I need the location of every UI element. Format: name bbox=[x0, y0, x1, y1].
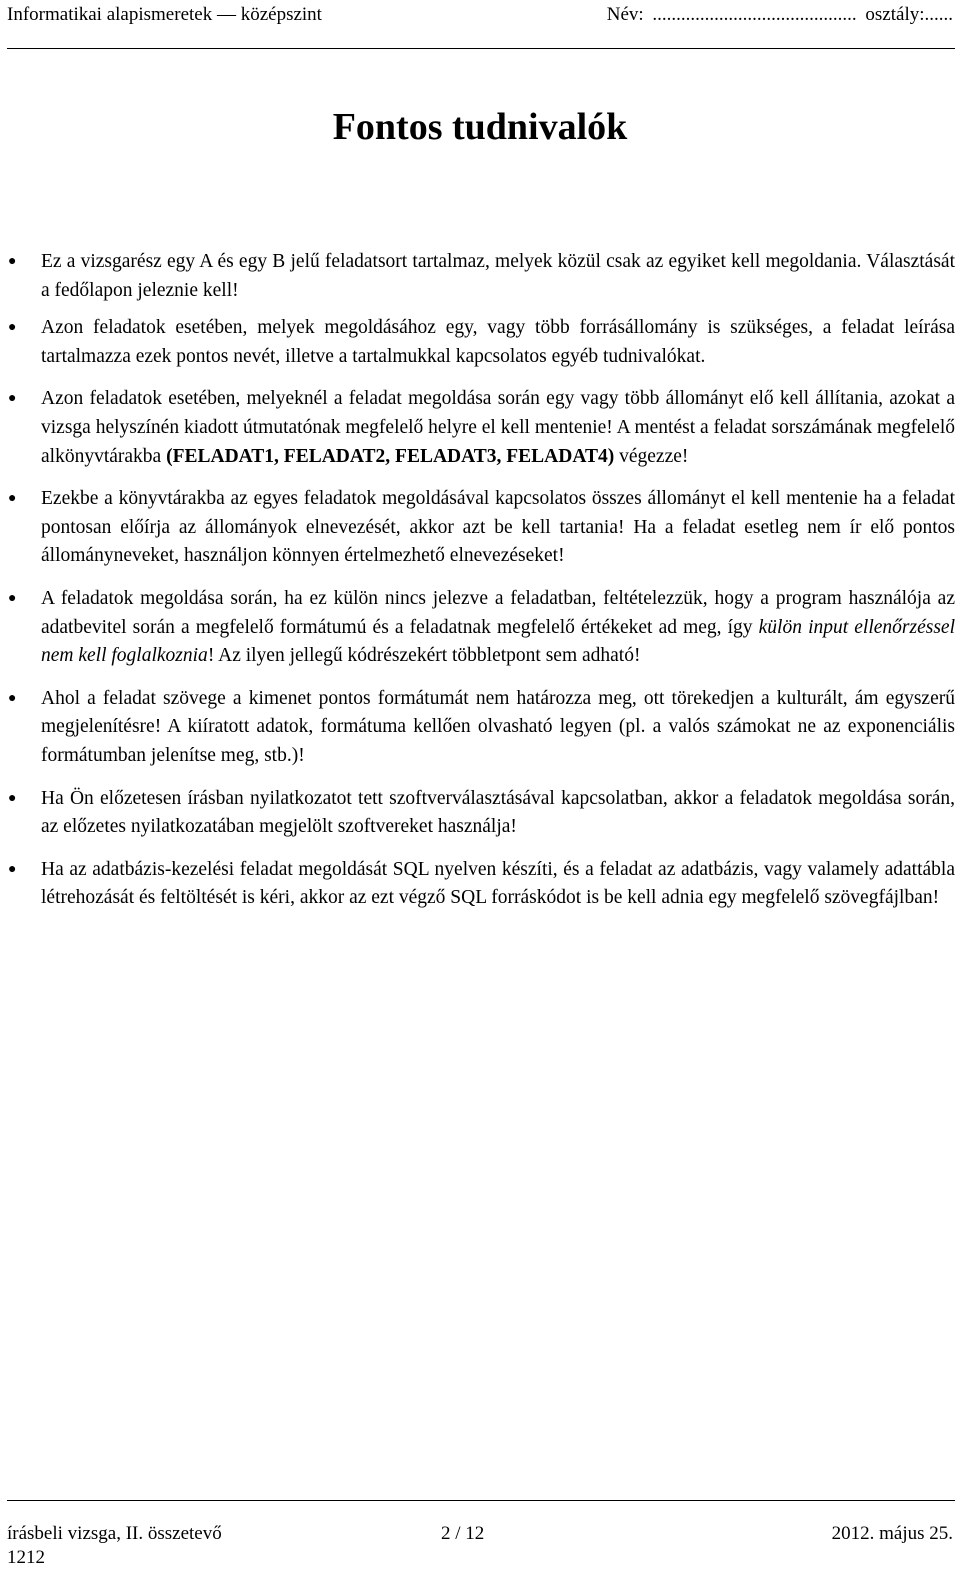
list-item bbox=[0, 585, 955, 671]
note-folders-bold: (FELADAT1, FELADAT2, FELADAT3, FELADAT4) bbox=[166, 445, 615, 467]
note-text: Ha Ön előzetesen írásban nyilatkozatot tett szoftverválasztásával kapcsolatban, akkor a feladatok megoldása során, az előzetes nyilatkozatában megjelölt szoftvereket használja! bbox=[41, 787, 955, 838]
bullet-icon bbox=[8, 385, 28, 414]
header-subject: Informatikai alapismeretek — középszint bbox=[7, 4, 322, 25]
note-text-end: végezze! bbox=[614, 445, 689, 467]
note-text-end: ! Az ilyen jellegű kódrészekért többletpont sem adható! bbox=[207, 645, 641, 667]
bullet-icon bbox=[8, 248, 28, 277]
note-emphasis: külön input ellenőrzéssel nem kell foglalkoznia bbox=[41, 616, 955, 667]
note-text: A feladatok megoldása során, ha ez külön nincs jelezve a feladatban, feltételezzük, hogy a program használója az adatbevitel során a megfelelő formátumú és a feladatnak megfelelő értékeket ad meg, így bbox=[41, 587, 955, 638]
page-header bbox=[7, 0, 955, 49]
bullet-icon bbox=[8, 485, 28, 514]
list-item bbox=[0, 856, 955, 913]
list-item bbox=[0, 685, 955, 771]
bullet-icon bbox=[8, 685, 28, 714]
note-text: Ez a vizsgarész egy A és egy B jelű feladatsort tartalmaz, melyek közül csak az egyiket kell megoldania. Választását a fedőlapon jeleznie kell! bbox=[41, 251, 955, 301]
page-title: Fontos tudnivalók bbox=[332, 106, 628, 148]
list-item bbox=[0, 485, 955, 571]
bullet-icon bbox=[8, 585, 28, 614]
footer-page-number: 2 / 12 bbox=[441, 1523, 485, 1544]
footer-rule bbox=[7, 1500, 955, 1501]
bullet-icon bbox=[8, 785, 28, 814]
page-footer bbox=[7, 1500, 955, 1577]
list-item bbox=[0, 785, 955, 842]
bullet-icon bbox=[8, 314, 28, 343]
note-text: Azon feladatok esetében, melyek megoldásához egy, vagy több forrásállomány is szükséges, a feladat leírása tartalmazza ezek pontos nevét, illetve a tartalmukkal kapcsolatos egyéb tudnivalókat. bbox=[41, 317, 955, 367]
list-item bbox=[0, 385, 955, 471]
note-text: Ahol a feladat szövege a kimenet pontos formátumát nem határozza meg, ott törekedjen a kulturált, ám egyszerű megjelenítésre! A kiíratott adatok, formátuma kellően olvasható legyen (pl. a valós számokat ne az exponenciális formátumban jelenítse meg, stb.)! bbox=[41, 687, 955, 766]
list-item bbox=[0, 314, 955, 371]
list-item bbox=[0, 248, 955, 305]
note-text: Ezekbe a könyvtárakba az egyes feladatok megoldásával kapcsolatos összes állományt el kell mentenie ha a feladat pontosan előírja az állományok elnevezését, akkor azt be kell tartania! Ha a feladat esetleg nem ír elő pontos állományneveket, használjon könnyen értelmezhető elnevezéseket! bbox=[41, 488, 955, 567]
bullet-icon bbox=[8, 856, 28, 885]
footer-code: 1212 bbox=[7, 1547, 45, 1568]
note-text: Azon feladatok esetében, melyeknél a feladat megoldása során egy vagy több állományt elő kell állítania, azokat a vizsga helyszínén kiadott útmutatónak megfelelő helyre el kell mentenie! A mentést a feladat sorszámának megfelelő alkönyvtárakba bbox=[41, 388, 956, 467]
header-name-class-field: Név: ........................................... osztály:...... bbox=[606, 4, 953, 25]
note-text: Ha az adatbázis-kezelési feladat megoldását SQL nyelven készíti, és a feladat az adatbázis, vagy valamely adattábla létrehozását és feltöltését is kéri, akkor az ezt végző SQL forráskódot is be kell adnia egy megfelelő szövegfájlban! bbox=[41, 858, 955, 909]
header-rule bbox=[7, 48, 955, 49]
footer-date: 2012. május 25. bbox=[831, 1523, 953, 1544]
footer-exam-part: írásbeli vizsga, II. összetevő bbox=[7, 1523, 222, 1544]
notes-list bbox=[0, 248, 955, 927]
